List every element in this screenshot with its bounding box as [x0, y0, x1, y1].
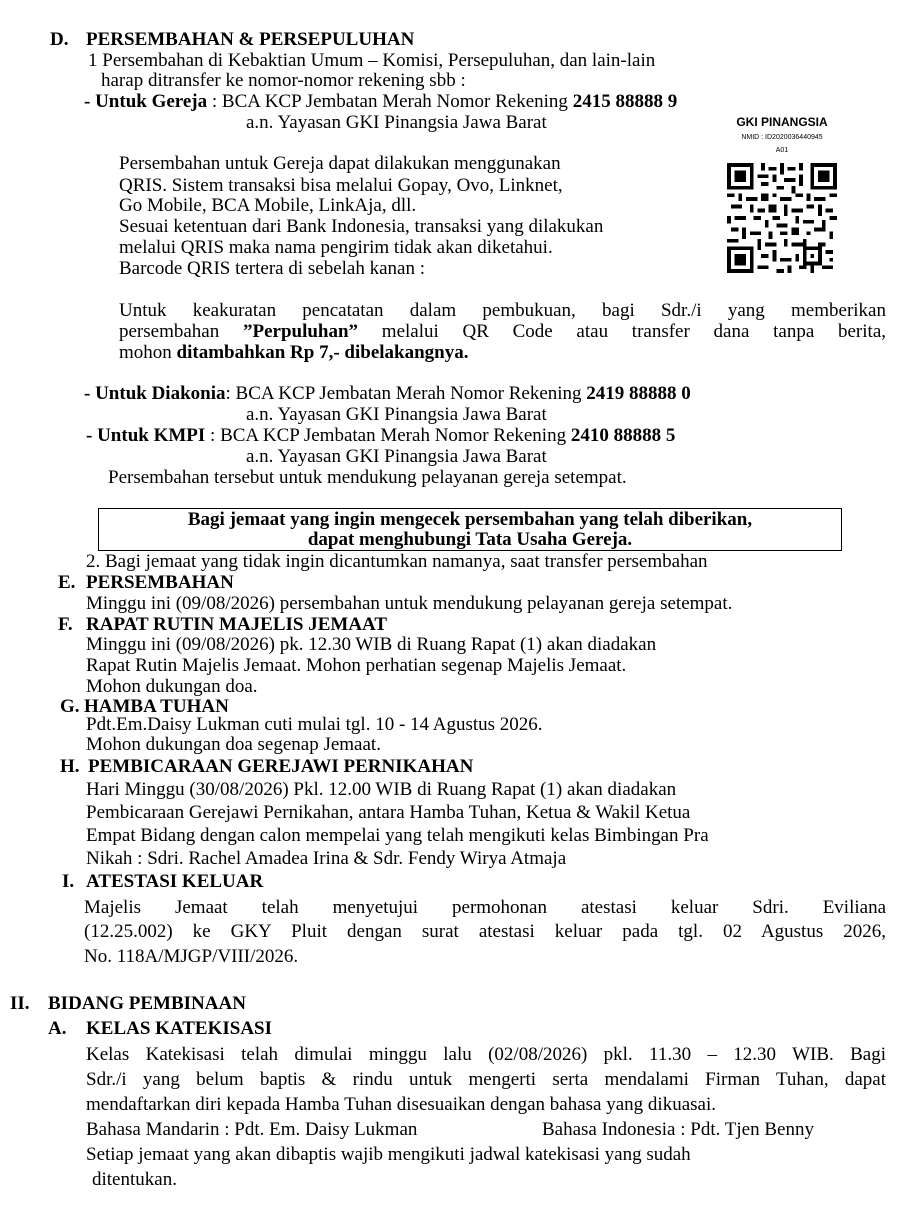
section-f-line-2: Rapat Rutin Majelis Jemaat. Mohon perhatian segenap Majelis Jemaat.	[86, 655, 627, 676]
qr-matrix-icon	[721, 163, 843, 273]
section-i-title: ATESTASI KELUAR	[86, 871, 264, 892]
qris-line-5: melalui QRIS maka nama pengirim tidak akan diketahui.	[119, 237, 553, 258]
notice-line-2: dapat menghubungi Tata Usaha Gereja.	[307, 529, 633, 550]
qris-nmid: NMID : ID2020036440945	[741, 134, 823, 141]
section-e-line-1: Minggu ini (09/08/2026) persembahan untuk mendukung pelayanan gereja setempat.	[86, 593, 733, 614]
gereja-account-line	[84, 91, 677, 112]
section-g-line-1: Pdt.Em.Daisy Lukman cuti mulai tgl. 10 - 14 Agustus 2026.	[86, 714, 543, 735]
kmpi-label: - Untuk KMPI	[86, 425, 206, 446]
section-f-letter: F.	[58, 614, 73, 635]
gereja-account-name: a.n. Yayasan GKI Pinangsia Jawa Barat	[246, 112, 547, 133]
section-g-line-2: Mohon dukungan doa segenap Jemaat.	[86, 734, 381, 755]
qris-line-1: Persembahan untuk Gereja dapat dilakukan menggunakan	[119, 153, 561, 174]
kmpi-account-line	[86, 425, 675, 446]
katekisasi-last-line-2: ditentukan.	[92, 1169, 177, 1190]
diakonia-account-number: 2419 88888 0	[586, 383, 691, 404]
qris-line-6: Barcode QRIS tertera di sebelah kanan :	[119, 258, 425, 279]
point-2-line: 2. Bagi jemaat yang tidak ingin dicantumkan namanya, saat transfer persembahan	[86, 551, 708, 572]
section-i-line-3: No. 118A/MJGP/VIII/2026.	[84, 946, 299, 967]
part-2-title: BIDANG PEMBINAAN	[48, 993, 246, 1014]
section-h-line-1: Hari Minggu (30/08/2026) Pkl. 12.00 WIB di Ruang Rapat (1) akan diadakan	[86, 779, 677, 800]
akurat-line-2-a: persembahan	[119, 321, 243, 342]
kmpi-account-name: a.n. Yayasan GKI Pinangsia Jawa Barat	[246, 446, 547, 467]
notice-line-1: Bagi jemaat yang ingin mengecek persembahan yang telah diberikan,	[187, 509, 753, 530]
diakonia-account-name: a.n. Yayasan GKI Pinangsia Jawa Barat	[246, 404, 547, 425]
akurat-line-1: Untuk keakuratan pencatatan dalam pembukuan, bagi Sdr./i yang memberikan	[119, 300, 886, 321]
katekisasi-indonesia: Bahasa Indonesia : Pdt. Tjen Benny	[542, 1119, 814, 1140]
section-i-line-1: Majelis Jemaat telah menyetujui permohonan atestasi keluar Sdri. Eviliana	[84, 897, 886, 918]
notice-box	[98, 508, 842, 551]
section-d-title: PERSEMBAHAN & PERSEPULUHAN	[86, 29, 415, 50]
section-h-line-3: Empat Bidang dengan calon mempelai yang telah mengikuti kelas Bimbingan Pra	[86, 825, 709, 846]
support-line: Persembahan tersebut untuk mendukung pelayanan gereja setempat.	[108, 467, 627, 488]
perpuluhan-emphasis: ”Perpuluhan”	[242, 321, 359, 342]
section-f-title: RAPAT RUTIN MAJELIS JEMAAT	[86, 614, 388, 635]
katekisasi-line-1: Kelas Katekisasi telah dimulai minggu lalu (02/08/2026) pkl. 11.30 – 12.30 WIB. Bagi	[86, 1044, 886, 1065]
qris-brand: GKI PINANGSIA	[736, 115, 828, 129]
qris-qr-code	[720, 115, 848, 275]
section-d-intro-line1: 1 Persembahan di Kebaktian Umum – Komisi, Persepuluhan, dan lain-lain	[88, 50, 656, 71]
section-d-intro-line2: harap ditransfer ke nomor-nomor rekening sbb :	[101, 70, 466, 91]
part-2a-letter: A.	[48, 1018, 67, 1039]
section-e-letter: E.	[58, 572, 76, 593]
part-2-roman: II.	[10, 993, 30, 1014]
gereja-account-number: 2415 88888 9	[572, 91, 678, 112]
diakonia-bank-text: : BCA KCP Jembatan Merah Nomor Rekening	[225, 383, 587, 404]
qris-code: A01	[775, 147, 789, 154]
section-h-letter: H.	[60, 756, 80, 777]
diakonia-label: - Untuk Diakonia	[84, 383, 226, 404]
katekisasi-line-2: Sdr./i yang belum baptis & rindu untuk mengerti serta mendalami Firman Tuhan, dapat	[86, 1069, 886, 1090]
akurat-line-2	[119, 321, 886, 342]
part-2a-title: KELAS KATEKISASI	[86, 1018, 273, 1039]
section-h-line-2: Pembicaraan Gerejawi Pernikahan, antara Hamba Tuhan, Ketua & Wakil Ketua	[86, 802, 691, 823]
section-g-title: HAMBA TUHAN	[84, 696, 229, 717]
qris-line-2: QRIS. Sistem transaksi bisa melalui Gopay, Ovo, Linknet,	[119, 175, 563, 196]
katekisasi-mandarin: Bahasa Mandarin : Pdt. Em. Daisy Lukman	[86, 1119, 418, 1140]
section-h-line-4: Nikah : Sdri. Rachel Amadea Irina & Sdr. Fendy Wirya Atmaja	[86, 848, 567, 869]
katekisasi-last-line-1: Setiap jemaat yang akan dibaptis wajib mengikuti jadwal katekisasi yang sudah	[86, 1144, 691, 1165]
diakonia-account-line	[84, 383, 691, 404]
tambahan-rp7-emphasis: ditambahkan Rp 7,- dibelakangnya.	[176, 342, 469, 363]
akurat-line-3	[119, 342, 469, 363]
section-g-letter: G.	[60, 696, 80, 717]
kmpi-bank-text: : BCA KCP Jembatan Merah Nomor Rekening	[205, 425, 571, 446]
qris-line-4: Sesuai ketentuan dari Bank Indonesia, transaksi yang dilakukan	[119, 216, 604, 237]
section-h-title: PEMBICARAAN GEREJAWI PERNIKAHAN	[88, 756, 474, 777]
gereja-label: - Untuk Gereja	[84, 91, 208, 112]
katekisasi-line-3: mendaftarkan diri kepada Hamba Tuhan disesuaikan dengan bahasa yang dikuasai.	[86, 1094, 716, 1115]
section-f-line-1: Minggu ini (09/08/2026) pk. 12.30 WIB di Ruang Rapat (1) akan diadakan	[86, 634, 657, 655]
akurat-line-3-a: mohon	[119, 342, 177, 363]
section-i-line-2: (12.25.002) ke GKY Pluit dengan surat atestasi keluar pada tgl. 02 Agustus 2026,	[84, 921, 886, 942]
section-e-title: PERSEMBAHAN	[86, 572, 234, 593]
section-d-letter: D.	[50, 29, 69, 50]
section-f-line-3: Mohon dukungan doa.	[86, 676, 258, 697]
section-i-letter: I.	[62, 871, 75, 892]
gereja-bank-text: : BCA KCP Jembatan Merah Nomor Rekening	[207, 91, 573, 112]
akurat-line-2-c: melalui QR Code atau transfer dana tanpa berita,	[358, 321, 886, 342]
qris-line-3: Go Mobile, BCA Mobile, LinkAja, dll.	[119, 195, 417, 216]
kmpi-account-number: 2410 88888 5	[570, 425, 676, 446]
